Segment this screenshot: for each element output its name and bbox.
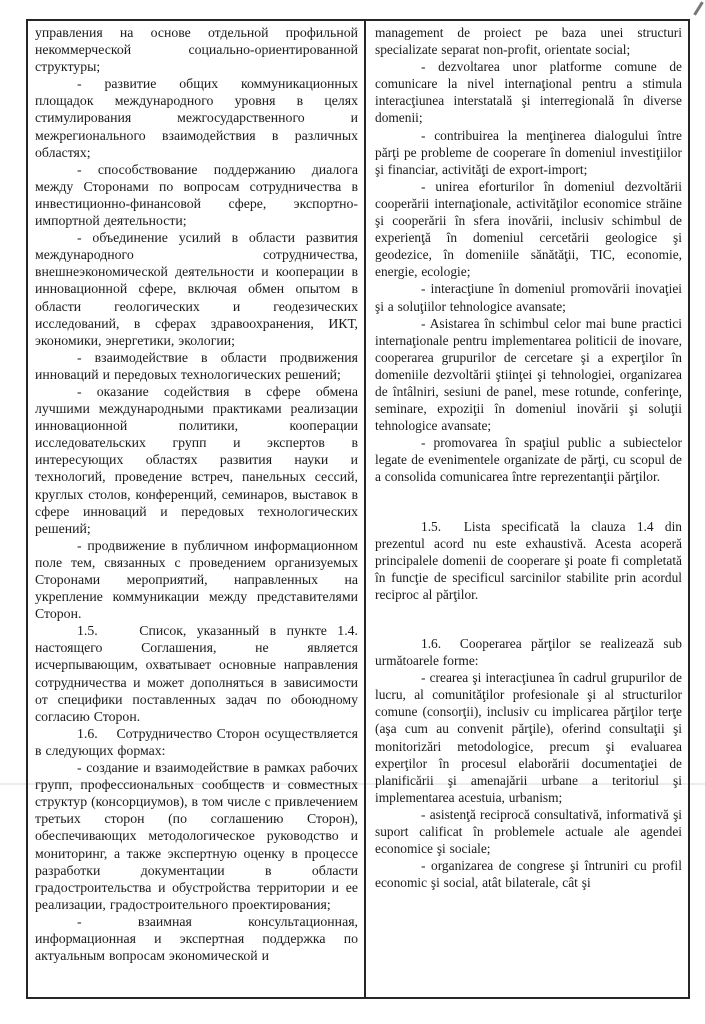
paragraph: - развитие общих коммуникационных площадок международного уровня в целях стимулирования межгосударственного и межрегионального взаимодействия в различных областях;: [35, 76, 358, 160]
bilingual-table: [26, 19, 690, 999]
paragraph: - asistenţă reciprocă consultativă, informativă şi suport calificat în problemele actuale ale agendei economice şi sociale;: [375, 806, 682, 857]
paragraph: - dezvoltarea unor platforme comune de comunicare la nivel internaţional pentru a stimula interacţiunea interstatală şi interregională în diverse domenii;: [375, 59, 682, 126]
column-romanian: [366, 21, 688, 997]
scan-corner-artifact: [693, 1, 703, 15]
paragraph: - взаимная консультационная, информационная и экспертная поддержка по актуальным вопросам экономической и: [35, 913, 358, 964]
paragraph: управления на основе отдельной профильной некоммерческой социально-ориентированной структуры;: [35, 25, 358, 75]
paragraph: - interacţiune în domeniul promovării inovaţiei şi a soluţiilor tehnologice avansate;: [375, 281, 682, 314]
paragraph: 1.5. Список, указанный в пункте 1.4. настоящего Соглашения, не является исчерпывающим, охватывает основные направления сотрудничества и может дополняться в зависимости от специфики поставленных задач по обоюдному согласию Сторон.: [35, 623, 358, 724]
paragraph: - unirea eforturilor în domeniul dezvoltării cooperării internaţionale, activităţilor economice străine şi cooperării în sfera inovării, inclusiv schimbul de experienţă în domeniul cercetării geologice şi geodezice, în domeniile sănătăţii, TIC, economie, energie, ecologie;: [375, 178, 682, 280]
paragraph: - contribuirea la menţinerea dialogului între părţi pe probleme de cooperare în domeniul investiţiilor şi financiar, activităţi de export-import;: [375, 127, 682, 177]
paragraph: - promovarea în spaţiul public a subiectelor legate de evenimentele organizate de părţi, cu scopul de a consolida comunicarea între reprezentanţii părţilor.: [375, 435, 682, 485]
paragraph: - создание и взаимодействие в рамках рабочих групп, профессиональных сообществ и совместных структур (консорциумов), в том числе с привлечением третьих сторон (по соглашению Сторон), обеспечивающих методологическое руководство и мониторинг, а также экспертную оценку в процессе разработки документации в области градостроительства и обустройства территории и ее реализации, градостроительного проектирования;: [35, 760, 358, 912]
paragraph: management de proiect pe baza unei structuri specializate separat non-profit, orientate social;: [375, 25, 682, 58]
paragraph: - crearea şi interacţiunea în cadrul grupurilor de lucru, al comunităţilor profesionale şi al structurilor comune (consorţii), inclusiv cu implicarea părţilor terţe (aşa cum au convenit părţile), oferind consultaţii şi monitorizări metodologice, precum şi evaluarea experţilor în procesul elaborării documentaţiei de planificării şi amenajării urbane a teritoriul şi implementarea acestuia, urbanism;: [375, 670, 682, 805]
paragraph: - organizarea de congrese şi întruniri cu profil economic şi social, atât bilaterale, cât şi: [375, 858, 682, 891]
paragraph: - объединение усилий в области развития международного сотрудничества, внешнеэкономической деятельности и кооперации в инновационной сфере, включая обмен опытом в области геологических и геодезических исследований, в сферах здравоохранения, ИКТ, экономики, энергетики, экологии;: [35, 230, 358, 348]
paragraph: - способствование поддержанию диалога между Сторонами по вопросам сотрудничества в инвестиционно-финансовой сфере, экспортно-импортной деятельности;: [35, 161, 358, 229]
paragraph: - взаимодействие в области продвижения инноваций и передовых технологических решений;: [35, 349, 358, 382]
paragraph: - Asistarea în schimbul celor mai bune practici internaţionale pentru implementarea politicii de inovare, cooperarea grupurilor de cercetare şi a experţilor în domeniile dezvoltării ştiinţei şi tehnologiei, organizarea de întâlniri, sesiuni de panel, mese rotunde, conferinţe, seminare, expoziţii în domeniul inovării şi soluţii tehnologice avansate;: [375, 315, 682, 434]
paragraph: 1.5. Lista specificată la clauza 1.4 din prezentul acord nu este exhaustivă. Acesta acoperă principalele domenii de cooperare şi poate fi completată în funcţie de specificul sarcinilor stabilite prin acordul reciproc al părţilor.: [375, 518, 682, 602]
paragraph: 1.6. Сотрудничество Сторон осуществляется в следующих формах:: [35, 725, 358, 758]
paragraph: 1.6. Cooperarea părţilor se realizează sub următoarele forme:: [375, 636, 682, 669]
paragraph: - оказание содействия в сфере обмена лучшими международными практиками реализации инновационной политики, кооперации исследовательских групп и экспертов в интересующих областях развития науки и технологий, проведение встреч, панельных сессий, круглых столов, конференций, семинаров, выставок в сфере инноваций и передовых технологических решений;: [35, 383, 358, 536]
column-russian: [28, 21, 366, 997]
paragraph: - продвижение в публичном информационном поле тем, связанных с проведением организуемых Сторонами мероприятий, направленных на укрепление коммуникации между представителями Сторон.: [35, 537, 358, 622]
